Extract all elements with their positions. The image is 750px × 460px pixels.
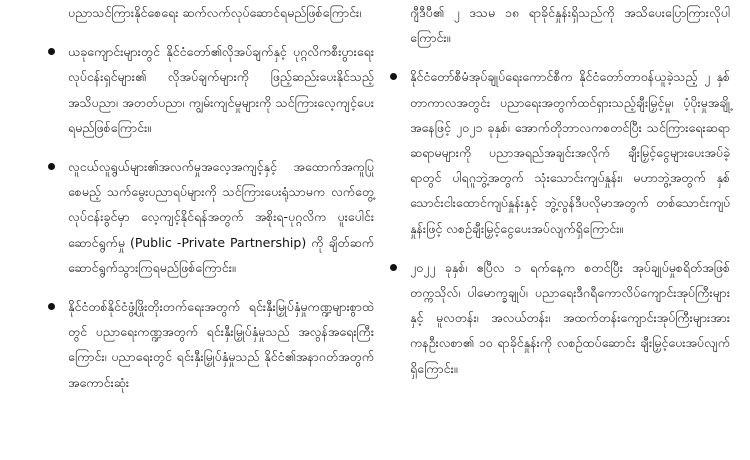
left-column [36, 0, 374, 395]
paragraph-text: ပညာသင်ကြားနိုင်စေရေး ဆက်လက်လုပ်ဆောင်ရမည်ဖြစ်ကြောင်း၊ [68, 5, 362, 20]
paragraph-continuation [36, 0, 374, 25]
bullet-dot-icon [48, 48, 55, 55]
bullet-text: လူငယ်လူရွယ်များ၏အလက်မှုအလေ့အကျင့်နှင့် အထောက်အကူပြုစေမည့် သက်မွေးပညာရပ်များကို သင်ကြားပေးရုံသာမက လက်တွေ့လုပ်ငန်းခွင်မှာ လေ့ကျင့်နိုင်ရန်အတွက် အစိုးရ-ပုဂ္ဂလိက ပူးပေါင်းဆောင်ရွက်မှု (Public -Private Partnership) ကို ချိတ်ဆက်ဆောင်ရွက်သွားကြရမည်ဖြစ်ကြောင်း။ [68, 159, 374, 275]
paragraph-continuation [378, 0, 730, 50]
bullet-dot-icon [48, 163, 55, 170]
bullet-dot-icon [390, 73, 397, 80]
bullet-text: ၂၀၂၂ ခုနှစ်၊ ဧပြီလ ၁ ရက်နေ့က စတင်ပြီး အုပ်ချုပ်မှုစရိတ်အဖြစ် တက္ကသိုလ်၊ ပါမောက္ခချုပ်၊ ပညာရေးဒီဂရီကောလိပ်ကျောင်းအုပ်ကြီးများနှင့် မူလတန်း၊ အလယ်တန်း၊ အထက်တန်းကျောင်းအုပ်ကြီးများအား ကနဦးလစာ၏ ၁၀ ရာခိုင်နှုန်းကို လစဉ်ထပ်ဆောင်း ချီးမြှင့်ပေးအပ်လျက်ရှိကြောင်း။ [410, 259, 730, 376]
bullet-dot-icon [390, 264, 397, 271]
paragraph-text: ဂျီဒီပီ၏ ၂ ဒသမ ၁၈ ရာခိုင်နှုန်းရှိသည်ကို အသိပေးပြောကြားလိုပါကြောင်း။ [410, 5, 730, 46]
bullet-text: နိုင်ငံတော်စီမံအုပ်ချုပ်ရေးကောင်စီက နိုင်ငံတော်တာဝန်ယူခဲ့သည့် ၂ နှစ်တာကာလအတွင်း ပညာရေးအတွက်ထင်ရှားသည့်ချီးမြှင့်မှု၊ ပံ့ပိုးမှုအချို့အနေဖြင့် ၂၀၂၁ ခုနှစ်၊ အောက်တိုဘာလကစတင်ပြီး သင်ကြားရေးဆရာ ဆရာမများကို ပညာအရည်အချင်းအလိုက် ချီးမြှင့်ငွေများပေးအပ်ခဲ့ရာတွင် ပါရဂူဘွဲ့အတွက် သုံးသောင်းကျပ်နှုန်း၊ မဟာဘွဲ့အတွက် နှစ်သောင်းငါးထောင်ကျပ်နှုန်းနှင့် ဘွဲ့လွန်ဒီပလိုမာအတွက် တစ်သောင်းကျပ်နှုန်းဖြင့် လစဉ်ချီးမြှင့်ငွေပေးအပ်လျက်ရှိကြောင်း။ [410, 69, 730, 236]
bullet-dot-icon [48, 303, 55, 310]
bullet-text: နိုင်ငံတစ်နိုင်ငံဖွံ့ဖြိုးတိုးတက်ရေးအတွက် ရင်းနှီးမြှုပ်နှံမှုကဏ္ဍများစွာထဲတွင် ပညာရေးကဏ္ဍအတွက် ရင်းနှီးမြှုပ်နှံမှုသည် အလွန်အရေးကြီးကြောင်း၊ ပညာရေးတွင် ရင်းနှီးမြှုပ်နှံမှုသည် နိုင်ငံ၏အနာဂတ်အတွက် အကောင်းဆုံး [68, 299, 374, 390]
bullet-item [36, 39, 374, 140]
bullet-item [36, 154, 374, 280]
bullet-text: ယခုကျောင်းများတွင် နိုင်ငံတော်၏လိုအပ်ချက်နှင့် ပုဂ္ဂလိကစီးပွားရေးလုပ်ငန်းရှင်များ၏ လိုအပ်ချက်များကို ဖြည့်ဆည်းပေးနိုင်သည့် အသိပညာ၊ အတတ်ပညာ၊ ကျွမ်းကျင်မှုများကို သင်ကြားလေ့ကျင့်ပေးရမည်ဖြစ်ကြောင်း။ [68, 44, 374, 135]
bullet-item [378, 255, 730, 381]
bullet-item [36, 294, 374, 395]
bullet-item [378, 64, 730, 240]
right-column [378, 0, 730, 381]
